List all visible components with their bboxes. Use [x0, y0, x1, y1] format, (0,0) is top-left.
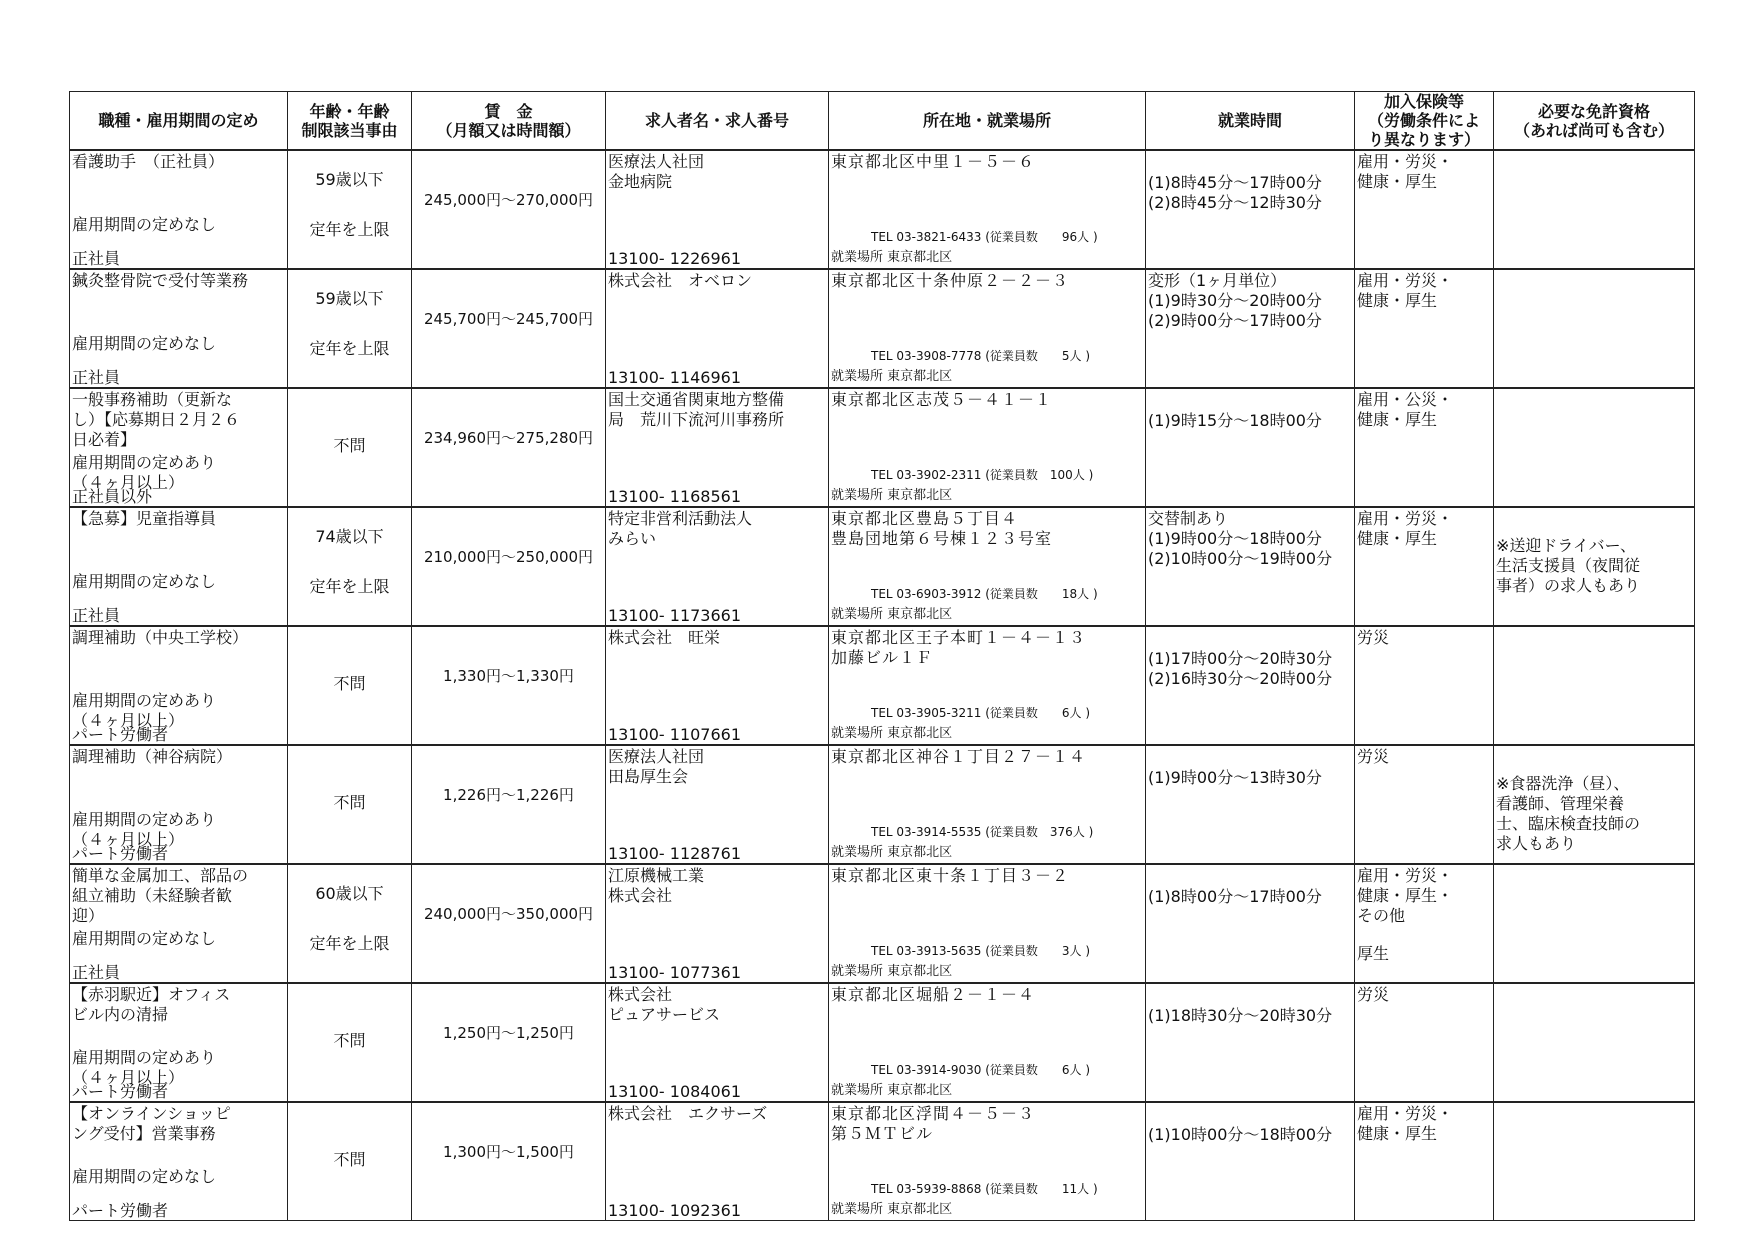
employer-name: 株式会社 オベロン — [608, 271, 753, 290]
table-row — [70, 745, 1695, 864]
age-limit: 不問 — [333, 436, 366, 455]
job-type-content — [72, 628, 285, 744]
employment-type: 正社員 — [72, 249, 121, 268]
employment-period: 雇用期間の定めなし — [72, 572, 217, 591]
employer-content — [608, 1104, 826, 1220]
header-hours: 就業時間 — [1146, 92, 1355, 151]
employment-period: 雇用期間の定めなし — [72, 215, 217, 234]
insurance: 労災 — [1357, 747, 1390, 766]
wage-cell — [412, 626, 606, 745]
job-title: 【赤羽駅近】オフィス ビル内の清掃 — [72, 985, 231, 1024]
work-site: 就業場所 東京都北区 — [831, 1083, 953, 1098]
job-type-content — [72, 509, 285, 625]
header-wage: 賃 金 （月額又は時間額） — [412, 92, 606, 151]
age-cell — [288, 983, 412, 1102]
insurance: 雇用・労災・ 健康・厚生 — [1357, 152, 1454, 191]
age-limit: 不問 — [333, 793, 366, 812]
wage-content — [414, 747, 603, 863]
wage-cell — [412, 864, 606, 983]
location-cell — [829, 745, 1146, 864]
table-row — [70, 150, 1695, 269]
insurance-content — [1357, 152, 1491, 268]
employment-period: 雇用期間の定めあり （４ヶ月以上） — [72, 453, 217, 492]
employment-period: 雇用期間の定めなし — [72, 1167, 217, 1186]
job-title: 【急募】児童指導員 — [72, 509, 217, 528]
wage-cell — [412, 269, 606, 388]
job-number: 13100- 1168561 — [608, 487, 742, 506]
employer-content — [608, 747, 826, 863]
employment-type: パート労働者 — [72, 1201, 169, 1220]
wage-content — [414, 152, 603, 268]
insurance-cell — [1355, 507, 1494, 626]
insurance-content — [1357, 628, 1491, 744]
employer-cell — [606, 745, 829, 864]
insurance: 雇用・労災・ 健康・厚生 — [1357, 1104, 1454, 1143]
age-cell — [288, 388, 412, 507]
insurance: 雇用・労災・ 健康・厚生 — [1357, 509, 1454, 548]
employer-content — [608, 866, 826, 982]
header-insurance: 加入保険等 （労働条件によ り異なります） — [1355, 92, 1494, 151]
insurance-extra: 厚生 — [1357, 944, 1390, 963]
hours-cell — [1146, 269, 1355, 388]
employer-cell — [606, 150, 829, 269]
employer-name: 医療法人社団 田島厚生会 — [608, 747, 705, 786]
work-site: 就業場所 東京都北区 — [831, 726, 953, 741]
age-content — [290, 985, 409, 1101]
phone-and-staff: TEL 03-3914-9030 (従業員数 6人 ) — [871, 1063, 1091, 1077]
header-age: 年齢・年齢 制限該当事由 — [288, 92, 412, 151]
job-number: 13100- 1084061 — [608, 1082, 742, 1101]
insurance-content — [1357, 866, 1491, 982]
wage-cell — [412, 150, 606, 269]
employer-cell — [606, 983, 829, 1102]
hours-cell — [1146, 626, 1355, 745]
job-type-cell — [70, 1102, 288, 1221]
address: 東京都北区豊島５丁目４ 豊島団地第６号棟１２３号室 — [831, 509, 1053, 548]
employer-content — [608, 152, 826, 268]
license-cell — [1494, 150, 1695, 269]
working-hours: (1)18時30分～20時30分 — [1148, 1006, 1333, 1025]
phone-and-staff: TEL 03-3914-5535 (従業員数 376人 ) — [871, 825, 1094, 839]
header-job-type: 職種・雇用期間の定め — [70, 92, 288, 151]
job-type-cell — [70, 388, 288, 507]
header-employer: 求人者名・求人番号 — [606, 92, 829, 151]
working-hours: (1)10時00分～18時00分 — [1148, 1125, 1333, 1144]
age-cell — [288, 269, 412, 388]
wage-range: 245,000円～270,000円 — [423, 191, 594, 209]
wage-range: 240,000円～350,000円 — [423, 905, 594, 923]
address: 東京都北区堀船２－１－４ — [831, 985, 1036, 1004]
wage-content — [414, 390, 603, 506]
age-limit-reason: 定年を上限 — [309, 339, 390, 358]
employer-content — [608, 628, 826, 744]
age-limit: 不問 — [333, 1150, 366, 1169]
table-row — [70, 388, 1695, 507]
job-type-content — [72, 985, 285, 1101]
address: 東京都北区志茂５－４１－１ — [831, 390, 1053, 409]
employment-type: パート労働者 — [72, 1082, 169, 1101]
license-cell — [1494, 269, 1695, 388]
employment-type: パート労働者 — [72, 844, 169, 863]
header-location: 所在地・就業場所 — [829, 92, 1146, 151]
work-site: 就業場所 東京都北区 — [831, 250, 953, 265]
employer-content — [608, 509, 826, 625]
employer-content — [608, 271, 826, 387]
work-site: 就業場所 東京都北区 — [831, 845, 953, 860]
job-type-content — [72, 390, 285, 506]
hours-cell — [1146, 507, 1355, 626]
wage-content — [414, 628, 603, 744]
insurance-cell — [1355, 983, 1494, 1102]
age-limit: 60歳以下 — [315, 884, 384, 903]
table-row — [70, 983, 1695, 1102]
age-limit-reason: 定年を上限 — [309, 577, 390, 596]
employment-period: 雇用期間の定めあり （４ヶ月以上） — [72, 691, 217, 730]
wage-range: 245,700円～245,700円 — [423, 310, 594, 328]
age-content — [290, 152, 409, 268]
employment-period: 雇用期間の定めなし — [72, 929, 217, 948]
age-cell — [288, 507, 412, 626]
work-site: 就業場所 東京都北区 — [831, 369, 953, 384]
age-limit: 59歳以下 — [315, 289, 384, 308]
hours-cell — [1146, 864, 1355, 983]
wage-cell — [412, 388, 606, 507]
employment-type: パート労働者 — [72, 725, 169, 744]
table-row — [70, 1102, 1695, 1221]
age-content — [290, 390, 409, 506]
license-cell — [1494, 626, 1695, 745]
license-note: ※送迎ドライバー、 生活支援員（夜間従 事者）の求人もあり — [1496, 536, 1641, 595]
job-listing-sheet — [69, 91, 1694, 1221]
job-type-cell — [70, 745, 288, 864]
employer-name: 特定非営利活動法人 みらい — [608, 509, 753, 548]
insurance: 雇用・労災・ 健康・厚生 — [1357, 271, 1454, 310]
age-cell — [288, 1102, 412, 1221]
table-row — [70, 626, 1695, 745]
location-content — [831, 985, 1143, 1101]
working-hours: (1)17時00分～20時30分 (2)16時30分～20時00分 — [1148, 649, 1333, 688]
wage-range: 1,300円～1,500円 — [443, 1143, 574, 1161]
job-type-cell — [70, 626, 288, 745]
employer-cell — [606, 1102, 829, 1221]
insurance-content — [1357, 390, 1491, 506]
job-type-content — [72, 747, 285, 863]
wage-content — [414, 271, 603, 387]
wage-content — [414, 866, 603, 982]
age-limit: 59歳以下 — [315, 170, 384, 189]
hours-cell — [1146, 1102, 1355, 1221]
working-hours: (1)9時15分～18時00分 — [1148, 411, 1322, 430]
wage-range: 1,330円～1,330円 — [443, 667, 574, 685]
job-title: 看護助手 （正社員） — [72, 152, 225, 171]
location-content — [831, 1104, 1143, 1220]
job-type-cell — [70, 150, 288, 269]
license-note: ※食器洗浄（昼）、 看護師、管理栄養 士、臨床検査技師の 求人もあり — [1496, 774, 1641, 853]
job-number: 13100- 1077361 — [608, 963, 742, 982]
wage-cell — [412, 983, 606, 1102]
insurance: 労災 — [1357, 985, 1390, 1004]
insurance-cell — [1355, 626, 1494, 745]
work-site: 就業場所 東京都北区 — [831, 607, 953, 622]
phone-and-staff: TEL 03-6903-3912 (従業員数 18人 ) — [871, 587, 1098, 601]
working-hours: 変形（1ヶ月単位） (1)9時30分～20時00分 (2)9時00分～17時00分 — [1148, 271, 1322, 330]
employer-cell — [606, 864, 829, 983]
insurance-content — [1357, 747, 1491, 863]
wage-range: 1,226円～1,226円 — [443, 786, 574, 804]
wage-cell — [412, 507, 606, 626]
address: 東京都北区十条仲原２－２－３ — [831, 271, 1070, 290]
work-site: 就業場所 東京都北区 — [831, 1202, 953, 1217]
employer-content — [608, 390, 826, 506]
address: 東京都北区浮間４－５－３ 第５ＭＴビル — [831, 1104, 1036, 1143]
license-cell — [1494, 388, 1695, 507]
age-cell — [288, 864, 412, 983]
table-row — [70, 864, 1695, 983]
age-limit-reason: 定年を上限 — [309, 220, 390, 239]
insurance-content — [1357, 1104, 1491, 1220]
license-cell — [1494, 864, 1695, 983]
insurance-cell — [1355, 1102, 1494, 1221]
working-hours: (1)9時00分～13時30分 — [1148, 768, 1322, 787]
age-content — [290, 628, 409, 744]
location-cell — [829, 388, 1146, 507]
age-content — [290, 747, 409, 863]
employer-name: 株式会社 ピュアサービス — [608, 985, 721, 1024]
hours-cell — [1146, 745, 1355, 864]
job-title: 一般事務補助（更新な し）【応募期日２月２６ 日必着】 — [72, 390, 241, 449]
employment-period: 雇用期間の定めあり （４ヶ月以上） — [72, 810, 217, 849]
insurance: 労災 — [1357, 628, 1390, 647]
insurance-content — [1357, 271, 1491, 387]
location-cell — [829, 507, 1146, 626]
license-cell — [1494, 1102, 1695, 1221]
working-hours: (1)8時45分～17時00分 (2)8時45分～12時30分 — [1148, 173, 1322, 212]
insurance-cell — [1355, 864, 1494, 983]
age-limit: 74歳以下 — [315, 527, 384, 546]
location-cell — [829, 1102, 1146, 1221]
address: 東京都北区東十条１丁目３－２ — [831, 866, 1070, 885]
age-content — [290, 509, 409, 625]
job-type-cell — [70, 983, 288, 1102]
insurance-content — [1357, 985, 1491, 1101]
employment-type: 正社員 — [72, 606, 121, 625]
age-cell — [288, 626, 412, 745]
working-hours: (1)8時00分～17時00分 — [1148, 887, 1322, 906]
location-content — [831, 271, 1143, 387]
insurance: 雇用・労災・ 健康・厚生・ その他 — [1357, 866, 1454, 925]
job-title: 調理補助（神谷病院） — [72, 747, 233, 766]
location-cell — [829, 150, 1146, 269]
job-title: 【オンラインショッピ ング受付】営業事務 — [72, 1104, 231, 1143]
phone-and-staff: TEL 03-3821-6433 (従業員数 96人 ) — [871, 230, 1098, 244]
phone-and-staff: TEL 03-3905-3211 (従業員数 6人 ) — [871, 706, 1091, 720]
location-content — [831, 152, 1143, 268]
location-content — [831, 747, 1143, 863]
insurance-cell — [1355, 269, 1494, 388]
license-cell — [1494, 745, 1695, 864]
employer-name: 江原機械工業 株式会社 — [608, 866, 705, 905]
wage-content — [414, 509, 603, 625]
age-content — [290, 866, 409, 982]
employer-name: 株式会社 エクサーズ — [608, 1104, 768, 1123]
work-site: 就業場所 東京都北区 — [831, 964, 953, 979]
wage-content — [414, 985, 603, 1101]
wage-range: 210,000円～250,000円 — [423, 548, 594, 566]
location-cell — [829, 864, 1146, 983]
insurance: 雇用・公災・ 健康・厚生 — [1357, 390, 1454, 429]
job-type-cell — [70, 864, 288, 983]
address: 東京都北区神谷１丁目２７－１４ — [831, 747, 1087, 766]
employer-name: 医療法人社団 金地病院 — [608, 152, 705, 191]
wage-range: 234,960円～275,280円 — [423, 429, 594, 447]
working-hours: 交替制あり (1)9時00分～18時00分 (2)10時00分～19時00分 — [1148, 509, 1333, 568]
wage-range: 1,250円～1,250円 — [443, 1024, 574, 1042]
location-cell — [829, 626, 1146, 745]
job-number: 13100- 1107661 — [608, 725, 742, 744]
employment-type: 正社員 — [72, 963, 121, 982]
job-title: 簡単な金属加工、部品の 組立補助（未経験者歓 迎） — [72, 866, 249, 925]
insurance-cell — [1355, 150, 1494, 269]
hours-cell — [1146, 983, 1355, 1102]
employer-cell — [606, 507, 829, 626]
job-type-content — [72, 1104, 285, 1220]
location-content — [831, 509, 1143, 625]
table-row — [70, 269, 1695, 388]
phone-and-staff: TEL 03-3913-5635 (従業員数 3人 ) — [871, 944, 1091, 958]
hours-cell — [1146, 388, 1355, 507]
employment-type: 正社員以外 — [72, 487, 153, 506]
location-cell — [829, 983, 1146, 1102]
location-cell — [829, 269, 1146, 388]
work-site: 就業場所 東京都北区 — [831, 488, 953, 503]
employer-cell — [606, 626, 829, 745]
insurance-cell — [1355, 388, 1494, 507]
employer-cell — [606, 388, 829, 507]
age-content — [290, 271, 409, 387]
age-limit-reason: 定年を上限 — [309, 934, 390, 953]
job-type-cell — [70, 507, 288, 626]
header-license: 必要な免許資格 （あれば尚可も含む） — [1494, 92, 1695, 151]
hours-cell — [1146, 150, 1355, 269]
address: 東京都北区中里１－５－６ — [831, 152, 1036, 171]
employer-cell — [606, 269, 829, 388]
wage-cell — [412, 745, 606, 864]
phone-and-staff: TEL 03-5939-8868 (従業員数 11人 ) — [871, 1182, 1098, 1196]
employer-name: 株式会社 旺栄 — [608, 628, 721, 647]
table-row — [70, 507, 1695, 626]
address: 東京都北区王子本町１－４－１３ 加藤ビル１Ｆ — [831, 628, 1087, 667]
job-type-content — [72, 866, 285, 982]
job-number: 13100- 1226961 — [608, 249, 742, 268]
wage-content — [414, 1104, 603, 1220]
phone-and-staff: TEL 03-3902-2311 (従業員数 100人 ) — [871, 468, 1094, 482]
phone-and-staff: TEL 03-3908-7778 (従業員数 5人 ) — [871, 349, 1091, 363]
employer-name: 国土交通省関東地方整備 局 荒川下流河川事務所 — [608, 390, 785, 429]
employment-type: 正社員 — [72, 368, 121, 387]
location-content — [831, 628, 1143, 744]
insurance-content — [1357, 509, 1491, 625]
age-cell — [288, 150, 412, 269]
employment-period: 雇用期間の定めなし — [72, 334, 217, 353]
employment-period: 雇用期間の定めあり （４ヶ月以上） — [72, 1048, 217, 1087]
job-number: 13100- 1146961 — [608, 368, 742, 387]
age-cell — [288, 745, 412, 864]
location-content — [831, 390, 1143, 506]
job-number: 13100- 1092361 — [608, 1201, 742, 1220]
age-limit: 不問 — [333, 674, 366, 693]
job-title: 調理補助（中央工学校） — [72, 628, 249, 647]
job-listing-table — [69, 91, 1695, 1221]
job-number: 13100- 1128761 — [608, 844, 742, 863]
age-content — [290, 1104, 409, 1220]
age-limit: 不問 — [333, 1031, 366, 1050]
job-title: 鍼灸整骨院で受付等業務 — [72, 271, 249, 290]
insurance-cell — [1355, 745, 1494, 864]
job-number: 13100- 1173661 — [608, 606, 742, 625]
license-cell — [1494, 507, 1695, 626]
license-cell — [1494, 983, 1695, 1102]
location-content — [831, 866, 1143, 982]
employer-content — [608, 985, 826, 1101]
wage-cell — [412, 1102, 606, 1221]
job-type-cell — [70, 269, 288, 388]
job-type-content — [72, 271, 285, 387]
job-type-content — [72, 152, 285, 268]
header-row — [70, 92, 1695, 151]
